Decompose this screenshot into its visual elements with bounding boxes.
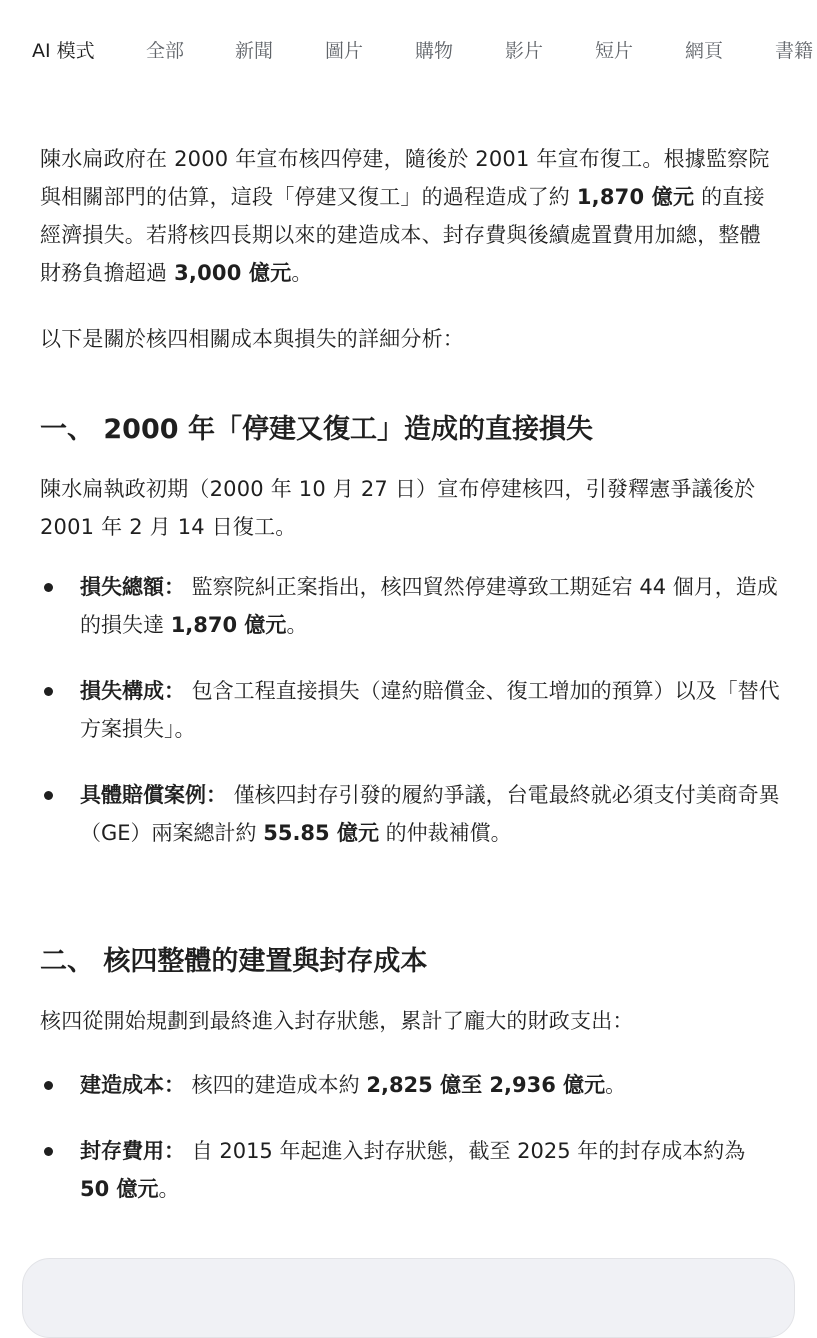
bullet-text: 自 2015 年起進入封存狀態，截至 2025 年的封存成本約為 [185, 1139, 746, 1163]
search-tabs [0, 30, 817, 70]
bullet-text: 的仲裁補償。 [378, 821, 512, 845]
bullet-icon [44, 687, 53, 696]
intro-loss-amount: 1,870 億元 [576, 185, 695, 209]
list-item [40, 776, 780, 852]
section1-description: 陳水扁執政初期（2000 年 10 月 27 日）宣布停建核四，引發釋憲爭議後於 2001 年 2 月 14 日復工。 [40, 477, 756, 539]
bullet-text: 包含工程直接損失（違約賠償金、復工增加的預算）以及「替代方案損失」。 [80, 679, 780, 741]
bullet-text: 。 [605, 1073, 627, 1097]
bullet-text: 僅核四封存引發的履約爭議，台電最終就必須支付美商奇異（GE）兩案總計約 [80, 783, 780, 845]
section1-heading: 一、 2000 年「停建又復工」造成的直接損失 [40, 414, 593, 445]
bullet-amount: 1,870 億元 [170, 613, 287, 637]
intro-paragraph [40, 140, 780, 292]
bullet-icon [44, 1081, 53, 1090]
tab-web[interactable]: 網頁 [685, 40, 724, 62]
tab-shopping[interactable]: 購物 [415, 40, 454, 62]
tab-all[interactable]: 全部 [146, 40, 185, 62]
bullet-amount: 2,825 億至 2,936 億元 [366, 1073, 606, 1097]
followup-card[interactable] [22, 1258, 795, 1338]
tab-ai-mode[interactable]: AI 模式 [32, 40, 95, 62]
intro-text: 陳水扁政府在 2000 年宣布核四停建，隨後於 2001 年宣布復工。根據監察院與相關部門的估算，這段「停建又復工」的過程造成了約 [40, 147, 770, 209]
list-item [40, 1132, 780, 1208]
section2-list [40, 1066, 780, 1208]
section2-heading: 二、 核四整體的建置與封存成本 [40, 946, 428, 977]
bullet-label: 損失構成： [80, 679, 185, 703]
bullet-label: 建造成本： [80, 1073, 185, 1097]
tab-videos[interactable]: 影片 [505, 40, 544, 62]
tab-short-videos[interactable]: 短片 [595, 40, 634, 62]
tab-images[interactable]: 圖片 [325, 40, 364, 62]
bullet-icon [44, 791, 53, 800]
bullet-text: 。 [286, 613, 308, 637]
intro-text: 的直接經濟損失。若將核四長期以來的建造成本、封存費與後續處置費用加總，整體財務負擔超過 [40, 185, 765, 285]
bullet-label: 具體賠償案例： [80, 783, 227, 807]
list-item [40, 1066, 780, 1104]
bullet-amount: 50 億元 [80, 1177, 159, 1201]
bullet-text: 核四的建造成本約 [185, 1073, 367, 1097]
bullet-text: 。 [158, 1177, 180, 1201]
bullet-amount: 55.85 億元 [263, 821, 379, 845]
tab-books[interactable]: 書籍 [775, 40, 814, 62]
list-item [40, 672, 780, 748]
tab-news[interactable]: 新聞 [235, 40, 274, 62]
bullet-label: 封存費用： [80, 1139, 185, 1163]
list-item [40, 568, 780, 644]
intro-text: 。 [291, 261, 313, 285]
section1-list [40, 568, 780, 852]
ai-answer [40, 140, 780, 1208]
bullet-icon [44, 1147, 53, 1156]
intro-total-amount: 3,000 億元 [174, 261, 292, 285]
bullet-label: 損失總額： [80, 575, 185, 599]
bullet-text: 監察院糾正案指出，核四貿然停建導致工期延宕 44 個月，造成的損失達 [80, 575, 778, 637]
bullet-icon [44, 583, 53, 592]
section2-description: 核四從開始規劃到最終進入封存狀態，累計了龐大的財政支出： [40, 1009, 634, 1033]
intro-lead: 以下是關於核四相關成本與損失的詳細分析： [40, 327, 464, 351]
